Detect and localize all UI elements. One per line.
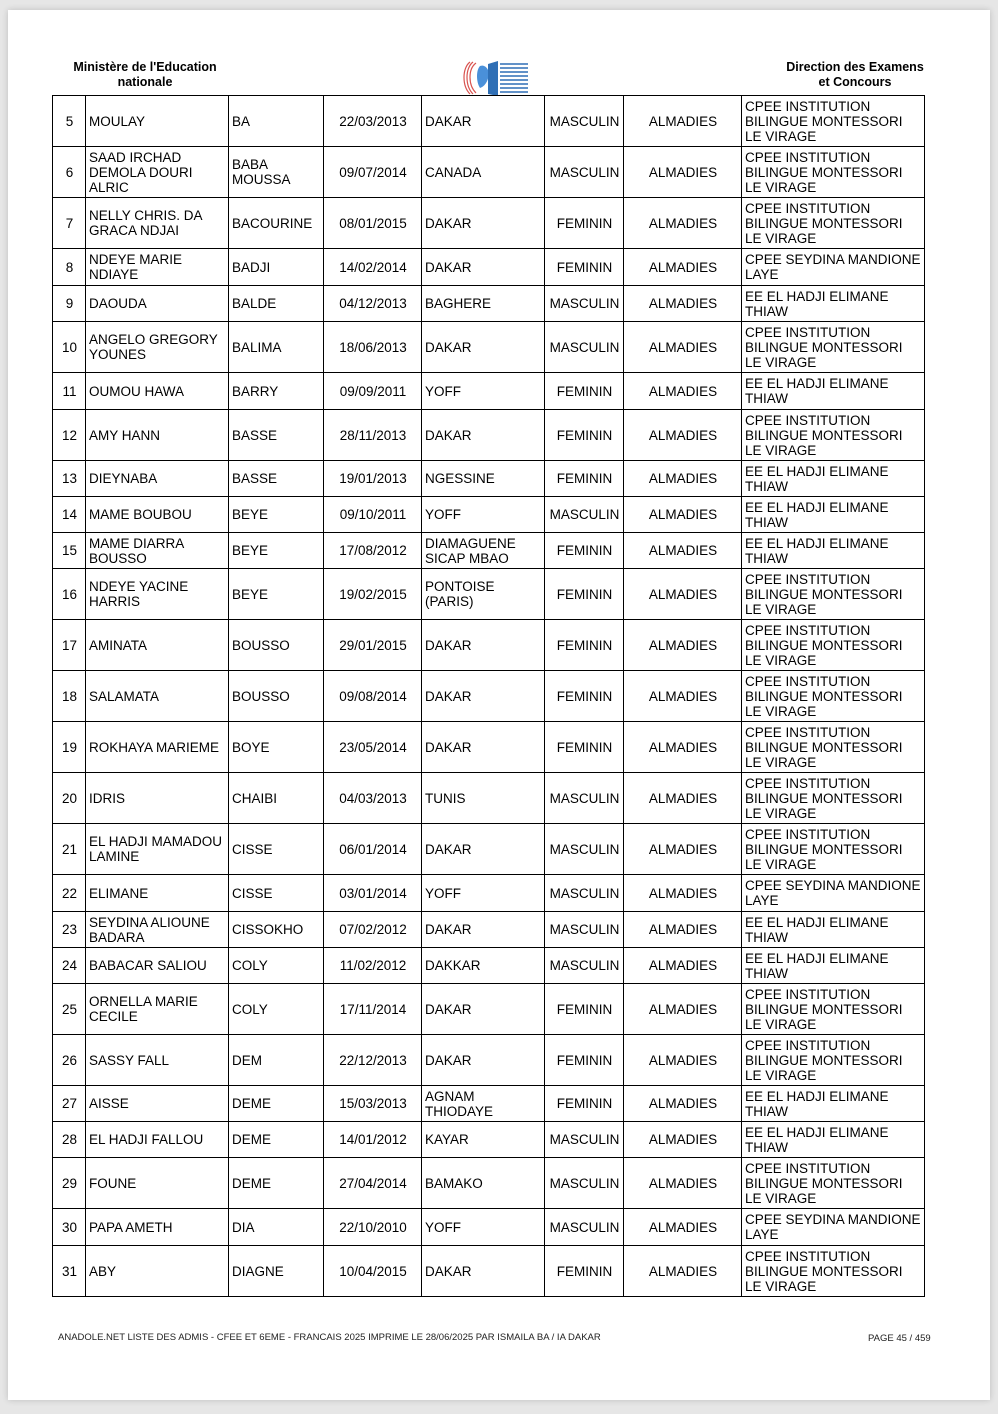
table-row — [53, 984, 925, 1035]
table-row — [53, 912, 925, 948]
row-number-cell: 11 — [53, 373, 86, 410]
last-name-cell: BEYE — [229, 533, 324, 569]
direction-name-line1: Direction des Examens — [786, 60, 924, 74]
last-name-cell: DEME — [229, 1086, 324, 1122]
birth-date-cell: 10/04/2015 — [324, 1246, 422, 1297]
school-name-cell: CPEE INSTITUTION BILINGUE MONTESSORI LE VIRAGE — [742, 96, 925, 147]
first-name-cell: DIEYNABA — [86, 461, 229, 497]
school-name-cell: EE EL HADJI ELIMANE THIAW — [742, 286, 925, 322]
gender-cell: FEMININ — [545, 722, 624, 773]
row-number-cell: 18 — [53, 671, 86, 722]
first-name-cell: MAME DIARRA BOUSSO — [86, 533, 229, 569]
footer-print-info: ANADOLE.NET LISTE DES ADMIS - CFEE ET 6EME - FRANCAIS 2025 IMPRIME LE 28/06/2025 PAR ISMAILA BA / IA DAKAR — [58, 1332, 601, 1343]
birth-place-cell: KAYAR — [422, 1122, 545, 1158]
table-row — [53, 1246, 925, 1297]
last-name-cell: DIA — [229, 1209, 324, 1246]
ministry-name-line2: nationale — [117, 75, 173, 89]
exam-center-cell: ALMADIES — [624, 875, 742, 912]
row-number-cell: 17 — [53, 620, 86, 671]
first-name-cell: MOULAY — [86, 96, 229, 147]
birth-place-cell: DAKAR — [422, 410, 545, 461]
last-name-cell: BA — [229, 96, 324, 147]
table-row — [53, 249, 925, 286]
row-number-cell: 31 — [53, 1246, 86, 1297]
table-row — [53, 1122, 925, 1158]
last-name-cell: CISSE — [229, 824, 324, 875]
exam-center-cell: ALMADIES — [624, 1122, 742, 1158]
table-row — [53, 96, 925, 147]
birth-date-cell: 17/08/2012 — [324, 533, 422, 569]
table-row — [53, 620, 925, 671]
direction-header — [770, 60, 940, 90]
ministry-header — [60, 60, 230, 90]
gender-cell: FEMININ — [545, 1086, 624, 1122]
last-name-cell: BALIMA — [229, 322, 324, 373]
first-name-cell: NELLY CHRIS. DA GRACA NDJAI — [86, 198, 229, 249]
exam-center-cell: ALMADIES — [624, 1209, 742, 1246]
gender-cell: FEMININ — [545, 249, 624, 286]
gender-cell: MASCULIN — [545, 948, 624, 984]
birth-date-cell: 03/01/2014 — [324, 875, 422, 912]
birth-place-cell: TUNIS — [422, 773, 545, 824]
birth-date-cell: 14/01/2012 — [324, 1122, 422, 1158]
school-name-cell: CPEE INSTITUTION BILINGUE MONTESSORI LE VIRAGE — [742, 824, 925, 875]
row-number-cell: 29 — [53, 1158, 86, 1209]
birth-place-cell: BAGHERE — [422, 286, 545, 322]
row-number-cell: 13 — [53, 461, 86, 497]
school-name-cell: CPEE INSTITUTION BILINGUE MONTESSORI LE VIRAGE — [742, 569, 925, 620]
birth-place-cell: DAKAR — [422, 912, 545, 948]
table-row — [53, 824, 925, 875]
gender-cell: FEMININ — [545, 461, 624, 497]
birth-date-cell: 14/02/2014 — [324, 249, 422, 286]
birth-date-cell: 07/02/2012 — [324, 912, 422, 948]
last-name-cell: BACOURINE — [229, 198, 324, 249]
birth-place-cell: DAKAR — [422, 984, 545, 1035]
birth-place-cell: DAKAR — [422, 1035, 545, 1086]
school-name-cell: CPEE INSTITUTION BILINGUE MONTESSORI LE VIRAGE — [742, 1158, 925, 1209]
table-row — [53, 1158, 925, 1209]
birth-place-cell: AGNAM THIODAYE — [422, 1086, 545, 1122]
row-number-cell: 24 — [53, 948, 86, 984]
first-name-cell: SASSY FALL — [86, 1035, 229, 1086]
birth-place-cell: CANADA — [422, 147, 545, 198]
table-row — [53, 773, 925, 824]
last-name-cell: DEME — [229, 1158, 324, 1209]
school-name-cell: EE EL HADJI ELIMANE THIAW — [742, 1086, 925, 1122]
first-name-cell: EL HADJI FALLOU — [86, 1122, 229, 1158]
exam-center-cell: ALMADIES — [624, 722, 742, 773]
birth-place-cell: DAKAR — [422, 1246, 545, 1297]
last-name-cell: COLY — [229, 948, 324, 984]
first-name-cell: ABY — [86, 1246, 229, 1297]
gender-cell: MASCULIN — [545, 1122, 624, 1158]
exam-center-cell: ALMADIES — [624, 1086, 742, 1122]
birth-place-cell: DAKAR — [422, 824, 545, 875]
birth-place-cell: NGESSINE — [422, 461, 545, 497]
school-name-cell: CPEE INSTITUTION BILINGUE MONTESSORI LE VIRAGE — [742, 322, 925, 373]
birth-place-cell: DIAMAGUENE SICAP MBAO — [422, 533, 545, 569]
school-name-cell: CPEE INSTITUTION BILINGUE MONTESSORI LE VIRAGE — [742, 671, 925, 722]
last-name-cell: BEYE — [229, 497, 324, 533]
school-name-cell: CPEE INSTITUTION BILINGUE MONTESSORI LE VIRAGE — [742, 1246, 925, 1297]
row-number-cell: 16 — [53, 569, 86, 620]
exam-center-cell: ALMADIES — [624, 533, 742, 569]
birth-place-cell: YOFF — [422, 1209, 545, 1246]
school-name-cell: CPEE SEYDINA MANDIONE LAYE — [742, 875, 925, 912]
gender-cell: MASCULIN — [545, 773, 624, 824]
birth-date-cell: 09/09/2011 — [324, 373, 422, 410]
row-number-cell: 28 — [53, 1122, 86, 1158]
exam-center-cell: ALMADIES — [624, 147, 742, 198]
table-row — [53, 286, 925, 322]
birth-date-cell: 19/02/2015 — [324, 569, 422, 620]
exam-center-cell: ALMADIES — [624, 322, 742, 373]
school-name-cell: CPEE SEYDINA MANDIONE LAYE — [742, 1209, 925, 1246]
table-row — [53, 1086, 925, 1122]
first-name-cell: SAAD IRCHAD DEMOLA DOURI ALRIC — [86, 147, 229, 198]
gender-cell: MASCULIN — [545, 497, 624, 533]
row-number-cell: 7 — [53, 198, 86, 249]
gender-cell: FEMININ — [545, 569, 624, 620]
birth-place-cell: YOFF — [422, 373, 545, 410]
exam-center-cell: ALMADIES — [624, 1035, 742, 1086]
birth-date-cell: 22/10/2010 — [324, 1209, 422, 1246]
birth-date-cell: 22/03/2013 — [324, 96, 422, 147]
first-name-cell: FOUNE — [86, 1158, 229, 1209]
table-row — [53, 147, 925, 198]
school-name-cell: EE EL HADJI ELIMANE THIAW — [742, 373, 925, 410]
exam-center-cell: ALMADIES — [624, 912, 742, 948]
row-number-cell: 19 — [53, 722, 86, 773]
last-name-cell: BOUSSO — [229, 620, 324, 671]
exam-center-cell: ALMADIES — [624, 824, 742, 875]
exam-center-cell: ALMADIES — [624, 96, 742, 147]
first-name-cell: OUMOU HAWA — [86, 373, 229, 410]
first-name-cell: SEYDINA ALIOUNE BADARA — [86, 912, 229, 948]
first-name-cell: SALAMATA — [86, 671, 229, 722]
last-name-cell: BALDE — [229, 286, 324, 322]
school-name-cell: EE EL HADJI ELIMANE THIAW — [742, 533, 925, 569]
row-number-cell: 20 — [53, 773, 86, 824]
first-name-cell: ORNELLA MARIE CECILE — [86, 984, 229, 1035]
exam-center-cell: ALMADIES — [624, 286, 742, 322]
birth-place-cell: DAKAR — [422, 322, 545, 373]
exam-center-cell: ALMADIES — [624, 461, 742, 497]
birth-date-cell: 09/07/2014 — [324, 147, 422, 198]
exam-center-cell: ALMADIES — [624, 948, 742, 984]
first-name-cell: ANGELO GREGORY YOUNES — [86, 322, 229, 373]
last-name-cell: DEM — [229, 1035, 324, 1086]
row-number-cell: 9 — [53, 286, 86, 322]
row-number-cell: 6 — [53, 147, 86, 198]
gender-cell: FEMININ — [545, 620, 624, 671]
birth-place-cell: DAKAR — [422, 671, 545, 722]
school-name-cell: CPEE INSTITUTION BILINGUE MONTESSORI LE VIRAGE — [742, 620, 925, 671]
table-row — [53, 198, 925, 249]
direction-name-line2: et Concours — [818, 75, 892, 89]
row-number-cell: 25 — [53, 984, 86, 1035]
last-name-cell: BEYE — [229, 569, 324, 620]
school-name-cell: CPEE INSTITUTION BILINGUE MONTESSORI LE VIRAGE — [742, 984, 925, 1035]
birth-date-cell: 17/11/2014 — [324, 984, 422, 1035]
last-name-cell: BASSE — [229, 461, 324, 497]
first-name-cell: AMY HANN — [86, 410, 229, 461]
row-number-cell: 14 — [53, 497, 86, 533]
school-name-cell: CPEE INSTITUTION BILINGUE MONTESSORI LE VIRAGE — [742, 147, 925, 198]
last-name-cell: DIAGNE — [229, 1246, 324, 1297]
document-page — [8, 10, 990, 1400]
birth-date-cell: 15/03/2013 — [324, 1086, 422, 1122]
exam-center-cell: ALMADIES — [624, 773, 742, 824]
exam-center-cell: ALMADIES — [624, 410, 742, 461]
first-name-cell: DAOUDA — [86, 286, 229, 322]
school-name-cell: CPEE INSTITUTION BILINGUE MONTESSORI LE VIRAGE — [742, 1035, 925, 1086]
gender-cell: MASCULIN — [545, 322, 624, 373]
last-name-cell: COLY — [229, 984, 324, 1035]
birth-date-cell: 27/04/2014 — [324, 1158, 422, 1209]
exam-center-cell: ALMADIES — [624, 497, 742, 533]
gender-cell: FEMININ — [545, 1035, 624, 1086]
table-row — [53, 1035, 925, 1086]
gender-cell: FEMININ — [545, 1246, 624, 1297]
birth-date-cell: 18/06/2013 — [324, 322, 422, 373]
birth-date-cell: 29/01/2015 — [324, 620, 422, 671]
birth-date-cell: 04/03/2013 — [324, 773, 422, 824]
row-number-cell: 26 — [53, 1035, 86, 1086]
exam-center-cell: ALMADIES — [624, 569, 742, 620]
row-number-cell: 15 — [53, 533, 86, 569]
school-name-cell: CPEE SEYDINA MANDIONE LAYE — [742, 249, 925, 286]
school-name-cell: EE EL HADJI ELIMANE THIAW — [742, 497, 925, 533]
gender-cell: FEMININ — [545, 410, 624, 461]
last-name-cell: DEME — [229, 1122, 324, 1158]
gender-cell: MASCULIN — [545, 912, 624, 948]
exam-center-cell: ALMADIES — [624, 1246, 742, 1297]
exam-center-cell: ALMADIES — [624, 984, 742, 1035]
school-name-cell: EE EL HADJI ELIMANE THIAW — [742, 1122, 925, 1158]
birth-date-cell: 09/10/2011 — [324, 497, 422, 533]
birth-date-cell: 04/12/2013 — [324, 286, 422, 322]
birth-date-cell: 19/01/2013 — [324, 461, 422, 497]
first-name-cell: NDEYE YACINE HARRIS — [86, 569, 229, 620]
last-name-cell: CHAIBI — [229, 773, 324, 824]
row-number-cell: 5 — [53, 96, 86, 147]
birth-place-cell: YOFF — [422, 875, 545, 912]
gender-cell: MASCULIN — [545, 824, 624, 875]
table-row — [53, 671, 925, 722]
table-row — [53, 533, 925, 569]
gender-cell: FEMININ — [545, 198, 624, 249]
exam-center-cell: ALMADIES — [624, 249, 742, 286]
row-number-cell: 22 — [53, 875, 86, 912]
page-number: PAGE 45 / 459 — [868, 1333, 931, 1344]
table-row — [53, 722, 925, 773]
first-name-cell: PAPA AMETH — [86, 1209, 229, 1246]
birth-place-cell: BAMAKO — [422, 1158, 545, 1209]
row-number-cell: 21 — [53, 824, 86, 875]
birth-place-cell: PONTOISE (PARIS) — [422, 569, 545, 620]
birth-date-cell: 11/02/2012 — [324, 948, 422, 984]
gender-cell: MASCULIN — [545, 286, 624, 322]
first-name-cell: ROKHAYA MARIEME — [86, 722, 229, 773]
last-name-cell: BASSE — [229, 410, 324, 461]
birth-date-cell: 22/12/2013 — [324, 1035, 422, 1086]
table-row — [53, 461, 925, 497]
first-name-cell: EL HADJI MAMADOU LAMINE — [86, 824, 229, 875]
first-name-cell: MAME BOUBOU — [86, 497, 229, 533]
last-name-cell: BOYE — [229, 722, 324, 773]
gender-cell: MASCULIN — [545, 96, 624, 147]
school-name-cell: EE EL HADJI ELIMANE THIAW — [742, 461, 925, 497]
gender-cell: MASCULIN — [545, 1158, 624, 1209]
table-row — [53, 373, 925, 410]
table-row — [53, 569, 925, 620]
gender-cell: MASCULIN — [545, 1209, 624, 1246]
gender-cell: FEMININ — [545, 671, 624, 722]
admitted-students-table — [52, 95, 925, 1297]
row-number-cell: 27 — [53, 1086, 86, 1122]
table-row — [53, 322, 925, 373]
table-row — [53, 875, 925, 912]
exam-center-cell: ALMADIES — [624, 620, 742, 671]
school-name-cell: CPEE INSTITUTION BILINGUE MONTESSORI LE VIRAGE — [742, 410, 925, 461]
first-name-cell: IDRIS — [86, 773, 229, 824]
school-name-cell: CPEE INSTITUTION BILINGUE MONTESSORI LE VIRAGE — [742, 722, 925, 773]
exam-center-cell: ALMADIES — [624, 373, 742, 410]
birth-place-cell: DAKAR — [422, 722, 545, 773]
birth-place-cell: DAKAR — [422, 198, 545, 249]
last-name-cell: CISSE — [229, 875, 324, 912]
birth-place-cell: YOFF — [422, 497, 545, 533]
gender-cell: FEMININ — [545, 373, 624, 410]
table-row — [53, 497, 925, 533]
birth-date-cell: 09/08/2014 — [324, 671, 422, 722]
row-number-cell: 30 — [53, 1209, 86, 1246]
table-row — [53, 410, 925, 461]
birth-date-cell: 28/11/2013 — [324, 410, 422, 461]
gender-cell: MASCULIN — [545, 875, 624, 912]
school-name-cell: CPEE INSTITUTION BILINGUE MONTESSORI LE VIRAGE — [742, 773, 925, 824]
last-name-cell: BARRY — [229, 373, 324, 410]
last-name-cell: BADJI — [229, 249, 324, 286]
birth-date-cell: 06/01/2014 — [324, 824, 422, 875]
exam-center-cell: ALMADIES — [624, 671, 742, 722]
school-name-cell: CPEE INSTITUTION BILINGUE MONTESSORI LE VIRAGE — [742, 198, 925, 249]
last-name-cell: BOUSSO — [229, 671, 324, 722]
first-name-cell: AISSE — [86, 1086, 229, 1122]
last-name-cell: CISSOKHO — [229, 912, 324, 948]
birth-place-cell: DAKAR — [422, 620, 545, 671]
row-number-cell: 23 — [53, 912, 86, 948]
school-name-cell: EE EL HADJI ELIMANE THIAW — [742, 948, 925, 984]
first-name-cell: ELIMANE — [86, 875, 229, 912]
ministry-logo-icon — [458, 56, 532, 100]
first-name-cell: AMINATA — [86, 620, 229, 671]
birth-place-cell: DAKAR — [422, 249, 545, 286]
row-number-cell: 10 — [53, 322, 86, 373]
last-name-cell: BABA MOUSSA — [229, 147, 324, 198]
first-name-cell: BABACAR SALIOU — [86, 948, 229, 984]
gender-cell: FEMININ — [545, 533, 624, 569]
birth-date-cell: 08/01/2015 — [324, 198, 422, 249]
table-row — [53, 948, 925, 984]
gender-cell: MASCULIN — [545, 147, 624, 198]
birth-place-cell: DAKKAR — [422, 948, 545, 984]
table-row — [53, 1209, 925, 1246]
ministry-name-line1: Ministère de l'Education — [73, 60, 217, 74]
exam-center-cell: ALMADIES — [624, 1158, 742, 1209]
row-number-cell: 8 — [53, 249, 86, 286]
gender-cell: FEMININ — [545, 984, 624, 1035]
first-name-cell: NDEYE MARIE NDIAYE — [86, 249, 229, 286]
row-number-cell: 12 — [53, 410, 86, 461]
exam-center-cell: ALMADIES — [624, 198, 742, 249]
school-name-cell: EE EL HADJI ELIMANE THIAW — [742, 912, 925, 948]
birth-place-cell: DAKAR — [422, 96, 545, 147]
birth-date-cell: 23/05/2014 — [324, 722, 422, 773]
